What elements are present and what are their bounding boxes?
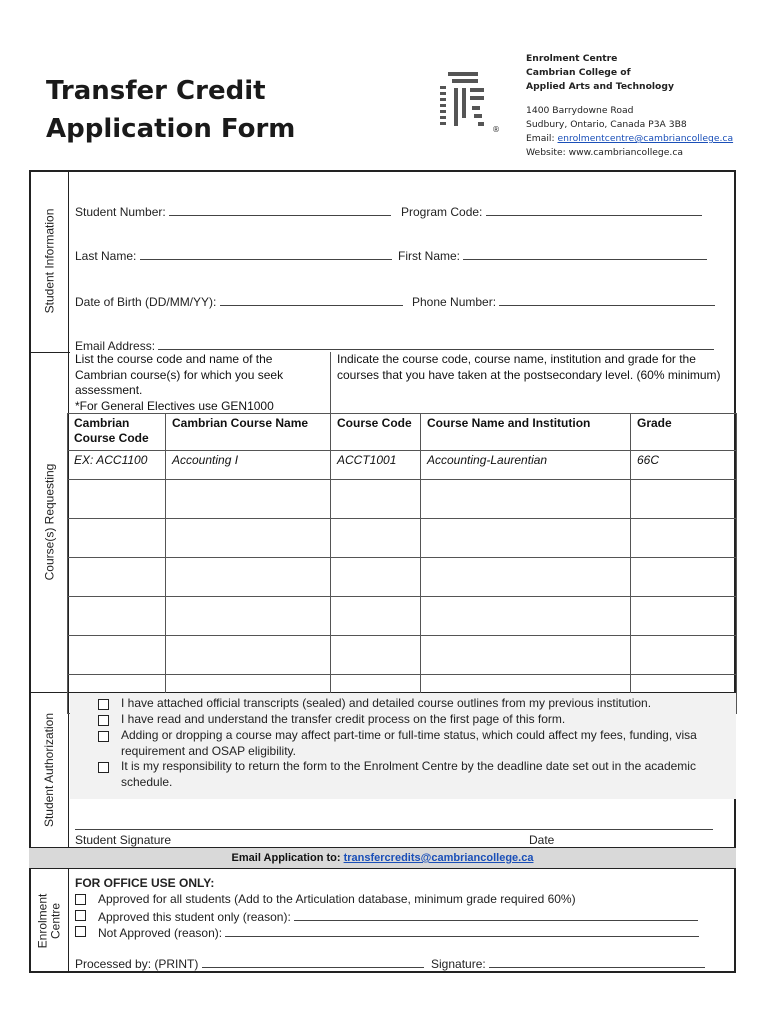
- cambrian-logo: [434, 70, 500, 136]
- first-name-line[interactable]: [463, 247, 707, 260]
- approved-reason-line[interactable]: [294, 908, 698, 921]
- street-address: 1400 Barrydowne Road: [526, 105, 634, 116]
- header-cambrian-name: Cambrian Course Name: [166, 414, 331, 451]
- general-electives-note: *For General Electives use GEN1000: [75, 398, 274, 413]
- title-line-2: Application Form: [46, 114, 296, 144]
- processed-by-label: Processed by: (PRINT): [75, 957, 199, 971]
- divider: [29, 352, 70, 353]
- last-name-line[interactable]: [140, 247, 392, 260]
- cell[interactable]: [421, 480, 631, 519]
- email-label: Email:: [526, 133, 555, 144]
- status-checkbox[interactable]: [98, 731, 109, 742]
- approved-all-checkbox[interactable]: [75, 894, 86, 905]
- cell[interactable]: [68, 519, 166, 558]
- transcripts-checkbox[interactable]: [98, 699, 109, 710]
- authorization-label: Student Authorization: [42, 712, 56, 827]
- authorization-side: [29, 692, 69, 847]
- cambrian-course-instructions: List the course code and name of the Cambrian course(s) for which you seek assessment.: [75, 352, 284, 397]
- table-row: [68, 519, 737, 558]
- enrolment-email-link[interactable]: enrolmentcentre@cambriancollege.ca: [557, 133, 734, 144]
- phone-line[interactable]: [499, 293, 715, 306]
- org-line-2: Cambrian College of: [526, 67, 631, 78]
- email-application-bar: [29, 847, 736, 869]
- program-code-label: Program Code:: [401, 205, 483, 219]
- office-signature-field[interactable]: [431, 955, 705, 971]
- office-side: [29, 869, 69, 973]
- process-checkbox[interactable]: [98, 715, 109, 726]
- dob-label: Date of Birth (DD/MM/YY):: [75, 295, 217, 309]
- cell[interactable]: [331, 480, 421, 519]
- not-approved-field[interactable]: [98, 924, 699, 940]
- table-row: [68, 597, 737, 636]
- program-code-line[interactable]: [486, 203, 702, 216]
- cell[interactable]: [166, 480, 331, 519]
- student-number-label: Student Number:: [75, 205, 166, 219]
- program-code-field[interactable]: [401, 203, 702, 219]
- cell[interactable]: [631, 519, 737, 558]
- email-address-label: Email Address:: [75, 339, 156, 353]
- page-title: [46, 72, 295, 148]
- example-institution: Accounting-Laurentian: [421, 451, 631, 480]
- dob-field[interactable]: [75, 293, 403, 309]
- cell[interactable]: [166, 519, 331, 558]
- cell[interactable]: [631, 558, 737, 597]
- table-row: [68, 558, 737, 597]
- city-address: Sudbury, Ontario, Canada P3A 3B8: [526, 119, 687, 130]
- office-label-line-2: Centre: [48, 902, 63, 940]
- org-line-1: Enrolment Centre: [526, 53, 618, 64]
- date-label: Date: [529, 833, 555, 847]
- header-course-name-institution: Course Name and Institution: [421, 414, 631, 451]
- website: Website: www.cambriancollege.ca: [526, 147, 684, 158]
- org-line-3: Applied Arts and Technology: [526, 81, 674, 92]
- registered-mark: ®: [492, 125, 500, 134]
- cell[interactable]: [421, 597, 631, 636]
- cell[interactable]: [166, 558, 331, 597]
- example-grade: 66C: [631, 451, 737, 480]
- cell[interactable]: [68, 636, 166, 675]
- not-approved-checkbox[interactable]: [75, 926, 86, 937]
- example-cambrian-name: Accounting I: [166, 451, 331, 480]
- student-number-field[interactable]: [75, 203, 391, 219]
- processed-by-field[interactable]: [75, 955, 424, 971]
- office-signature-line[interactable]: [489, 955, 705, 968]
- table-header-row: [68, 414, 737, 451]
- table-row: [68, 636, 737, 675]
- office-label-line-1: Enrolment: [35, 893, 50, 949]
- last-name-label: Last Name:: [75, 249, 137, 263]
- courses-label: Course(s) Requesting: [42, 463, 56, 581]
- cell[interactable]: [421, 558, 631, 597]
- cell[interactable]: [68, 597, 166, 636]
- signature-line[interactable]: [75, 829, 713, 830]
- cell[interactable]: [631, 597, 737, 636]
- cell[interactable]: [166, 636, 331, 675]
- approved-student-label: Approved this student only (reason):: [98, 910, 291, 924]
- office-label: [36, 894, 62, 949]
- cell[interactable]: [331, 597, 421, 636]
- contact-email-row: [526, 132, 733, 146]
- cell[interactable]: [631, 480, 737, 519]
- approved-all-label: Approved for all students (Add to the Articulation database, minimum grade required 60%): [98, 892, 576, 906]
- courses-table: [67, 413, 737, 714]
- approved-student-checkbox[interactable]: [75, 910, 86, 921]
- contact-block: [526, 52, 733, 160]
- deadline-checkbox[interactable]: [98, 762, 109, 773]
- cell[interactable]: [68, 480, 166, 519]
- table-row: [68, 480, 737, 519]
- phone-field[interactable]: [412, 293, 715, 309]
- not-approved-reason-line[interactable]: [225, 924, 699, 937]
- not-approved-label: Not Approved (reason):: [98, 926, 223, 940]
- transfer-credits-email-link[interactable]: transfercredits@cambriancollege.ca: [343, 852, 534, 864]
- cell[interactable]: [331, 636, 421, 675]
- example-cambrian-code: EX: ACC1100: [68, 451, 166, 480]
- header-grade: Grade: [631, 414, 737, 451]
- deadline-statement: It is my responsibility to return the form to the Enrolment Centre by the deadline date set out in the academic schedule.: [121, 759, 696, 789]
- processed-by-line[interactable]: [202, 955, 424, 968]
- office-signature-label: Signature:: [431, 957, 486, 971]
- process-statement: I have read and understand the transfer credit process on the first page of this form.: [121, 712, 566, 726]
- email-field[interactable]: [75, 337, 714, 353]
- student-signature-label: Student Signature: [75, 833, 172, 847]
- phone-label: Phone Number:: [412, 295, 497, 309]
- student-info-label: Student Information: [42, 208, 57, 314]
- student-number-line[interactable]: [169, 203, 391, 216]
- cell[interactable]: [166, 597, 331, 636]
- approved-student-field[interactable]: [98, 908, 698, 924]
- student-info-side: [29, 170, 69, 352]
- last-name-field[interactable]: [75, 247, 392, 263]
- first-name-field[interactable]: [398, 247, 707, 263]
- course-instructions-left: [75, 352, 325, 414]
- courses-side: [29, 352, 69, 692]
- dob-line[interactable]: [220, 293, 403, 306]
- example-course-code: ACCT1001: [331, 451, 421, 480]
- status-statement: Adding or dropping a course may affect part-time or full-time status, which could affect my fees, funding, visa requirement and OSAP eligibility.: [121, 728, 697, 758]
- email-address-line[interactable]: [158, 337, 714, 350]
- cell[interactable]: [421, 519, 631, 558]
- title-line-1: Transfer Credit: [46, 76, 266, 106]
- transcripts-statement: I have attached official transcripts (sealed) and detailed course outlines from my previous institution.: [121, 696, 652, 710]
- instructions-divider: [330, 352, 331, 413]
- cell[interactable]: [421, 636, 631, 675]
- first-name-label: First Name:: [398, 249, 461, 263]
- cell[interactable]: [68, 558, 166, 597]
- example-row: [68, 451, 737, 480]
- cell[interactable]: [331, 558, 421, 597]
- header-cambrian-code: Cambrian Course Code: [68, 414, 166, 451]
- email-application-label: Email Application to:: [231, 852, 341, 864]
- course-instructions-right: Indicate the course code, course name, institution and grade for the courses that you have taken at the postsecondary level. (60% minimum): [337, 352, 721, 382]
- cell[interactable]: [631, 636, 737, 675]
- cell[interactable]: [331, 519, 421, 558]
- office-heading: FOR OFFICE USE ONLY:: [75, 876, 215, 890]
- header-course-code: Course Code: [331, 414, 421, 451]
